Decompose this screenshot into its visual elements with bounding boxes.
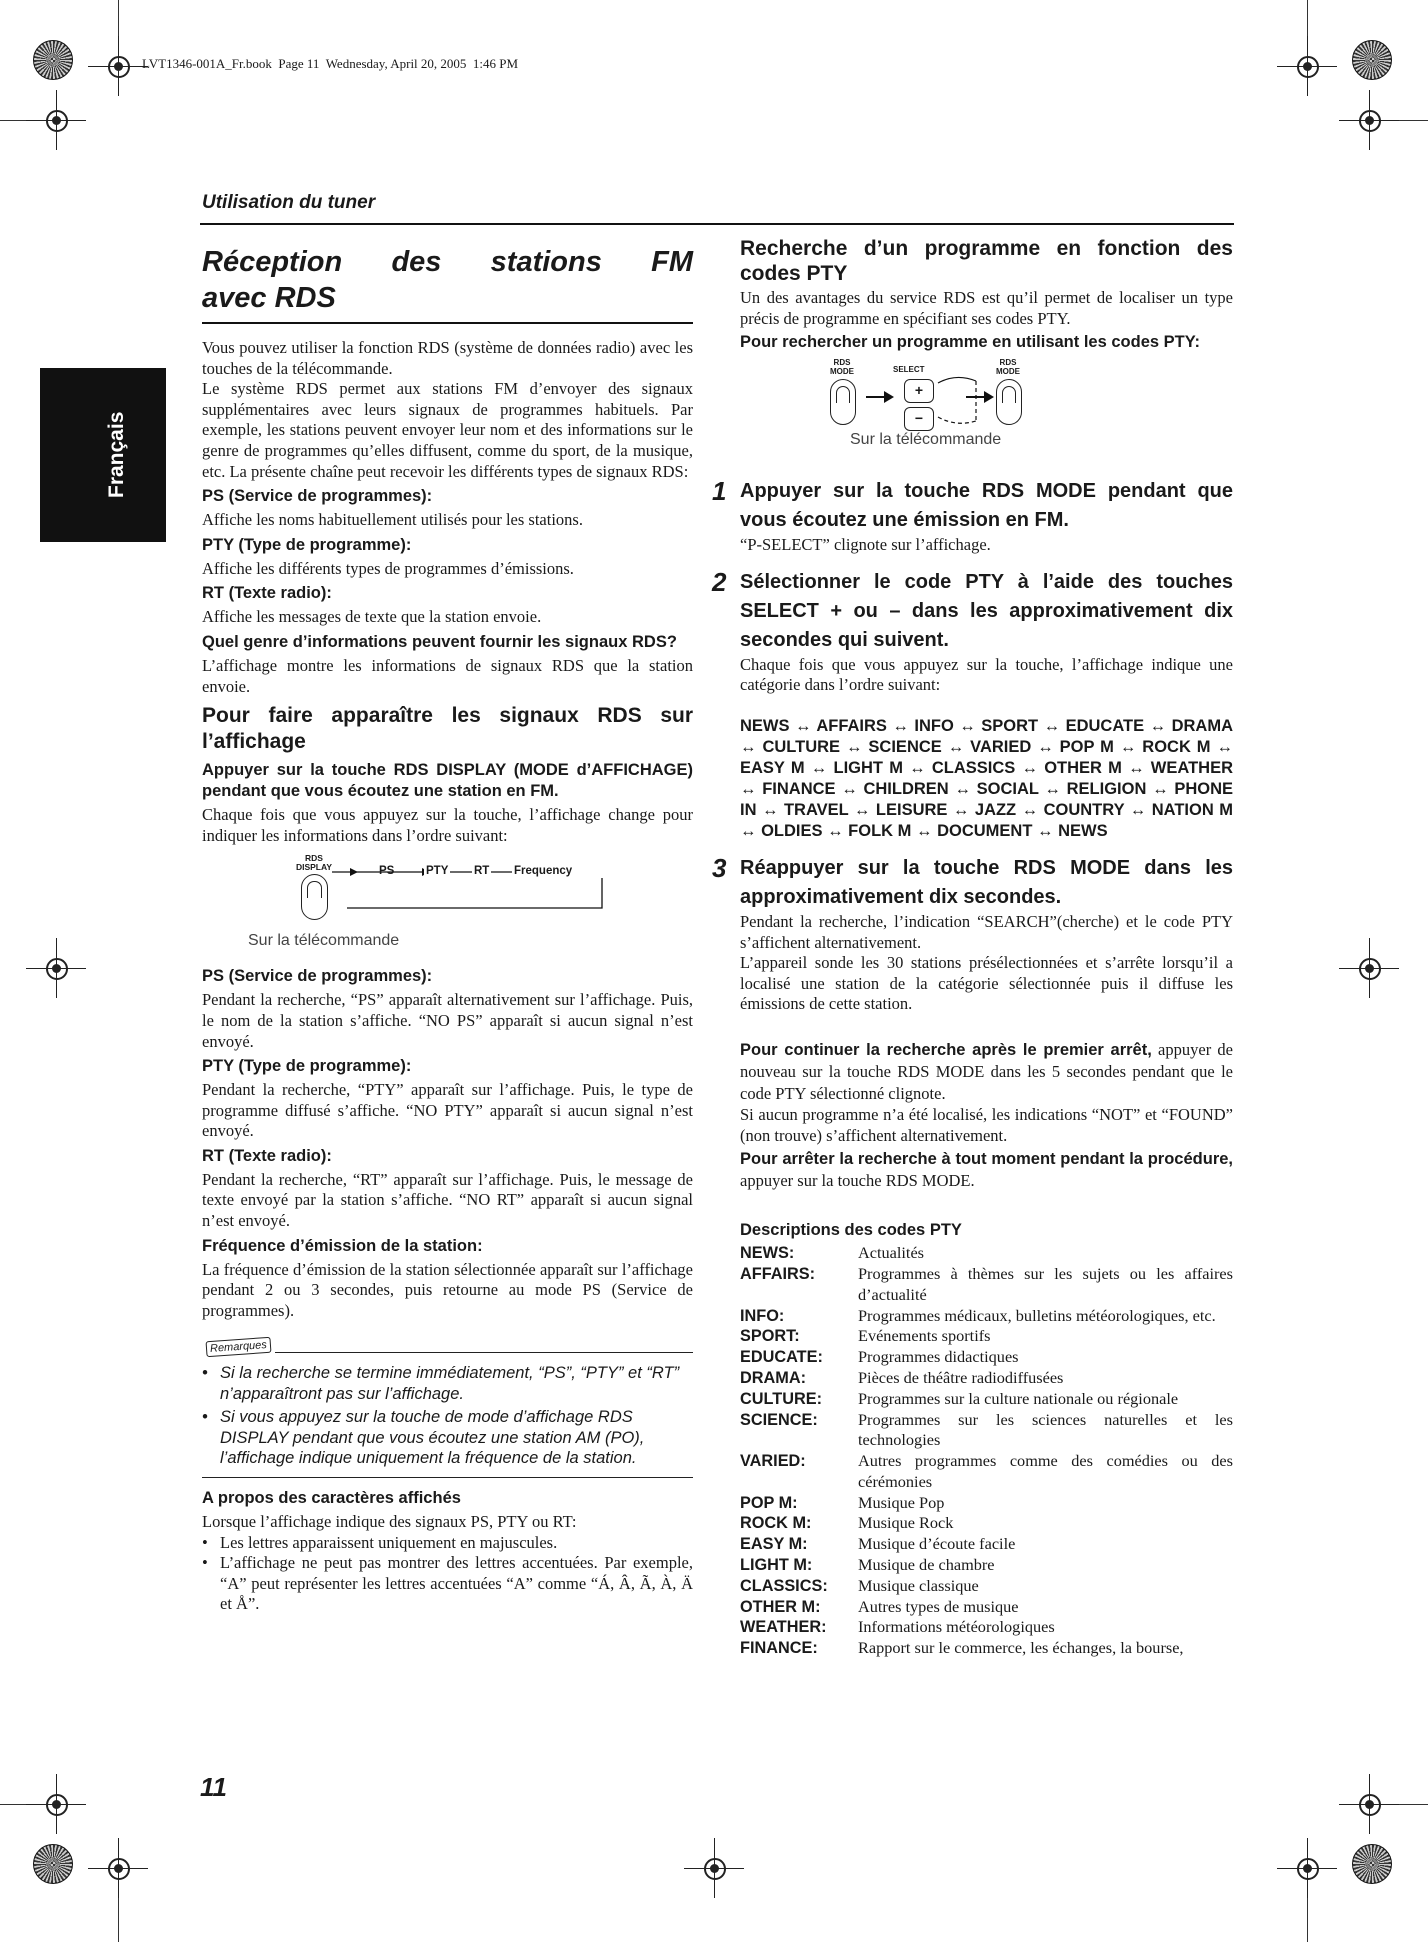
ps2-heading: PS (Service de programmes): [202, 967, 433, 986]
mode-label: MODE [996, 366, 1020, 376]
pty-code-description: Programmes didactiques [858, 1347, 1019, 1367]
pty-code-term: DRAMA: [740, 1368, 807, 1387]
registration-crosshair-mark [26, 1774, 86, 1834]
header-rule [200, 223, 1234, 225]
bullet-icon: • [202, 1532, 208, 1552]
note-item [202, 1363, 693, 1404]
crop-line [1307, 1898, 1308, 1942]
pty-code-row [740, 1389, 1233, 1410]
display-instruction: Appuyer sur la touche RDS DISPLAY (MODE d’AFFICHAGE) pendant que vous écoutez une station en FM. [202, 761, 693, 801]
continue-search-bold: Pour continuer la recherche après le premier arrêt, [740, 1040, 1152, 1059]
pty-code-row [740, 1493, 1233, 1514]
pty-code-description: Pièces de théâtre radiodiffusées [858, 1367, 1064, 1387]
question-heading: Quel genre d’informations peuvent fournir les signaux RDS? [202, 632, 677, 651]
pty-codes-list [740, 1243, 1233, 1659]
page-number: 11 [200, 1772, 227, 1802]
pty-how-heading: Pour rechercher un programme en utilisant les codes PTY: [740, 333, 1200, 352]
step-3-text-1: Pendant la recherche, l’indication “SEARCH”(cherche) et le code PTY s’affichent alternativement. [740, 911, 1233, 952]
bullet-icon: • [202, 1408, 208, 1427]
notes-label: Remarques [206, 1337, 272, 1357]
step-3-text-2: L’appareil sonde les 30 stations présélectionnées et s’arrête lorsqu’il a localisé une station de la catégorie sélectionnée puis il diffuse les émissions de cette station. [740, 953, 1233, 1014]
registration-crosshair-mark [88, 1838, 148, 1898]
notes-header [202, 1339, 693, 1355]
pty-code-row [740, 1617, 1233, 1638]
note-item [202, 1407, 693, 1469]
pty-sequence: NEWS ↔ AFFAIRS ↔ INFO ↔ SPORT ↔ EDUCATE ↔ DRAMA ↔ CULTURE ↔ SCIENCE ↔ VARIED ↔ POP M ↔ ROCK M ↔ EASY M ↔ LIGHT M ↔ CLASSICS ↔ OTHER M ↔ WEATHER ↔ FINANCE ↔ CHILDREN ↔ SOCIAL ↔ RELIGION ↔ PHONE IN ↔ TRAVEL ↔ LEISURE ↔ JAZZ ↔ COUNTRY ↔ NATION M ↔ OLDIES ↔ FOLK M ↔ DOCUMENT ↔ NEWS [740, 716, 1233, 840]
language-tab-label: Français [105, 411, 128, 498]
color-rosette-mark [33, 40, 73, 80]
pty-code-description: Programmes médicaux, bulletins météorologiques, etc. [858, 1305, 1216, 1325]
pty-code-term: VARIED: [740, 1452, 806, 1471]
notes-bottom-rule [202, 1477, 693, 1478]
pty-code-description: Evénements sportifs [858, 1326, 991, 1346]
intro-paragraph: Vous pouvez utiliser la fonction RDS (système de données radio) avec les touches de la télécommande. [202, 338, 693, 378]
step-number: 1 [712, 476, 727, 507]
pty2-heading: PTY (Type de programme): [202, 1057, 412, 1076]
file-info: LVT1346-001A_Fr.book Page 11 Wednesday, April 20, 2005 1:46 PM [142, 56, 519, 71]
registration-crosshair-mark [26, 938, 86, 998]
arrow-icon [966, 389, 996, 405]
ps-heading: PS (Service de programmes): [202, 487, 433, 506]
pty-code-term: SCIENCE: [740, 1410, 818, 1429]
seq-pty: PTY [426, 865, 449, 878]
crop-line [118, 0, 119, 36]
pty-code-term: OTHER M: [740, 1597, 821, 1616]
notes-box [202, 1339, 693, 1478]
pty-code-description: Actualités [858, 1243, 925, 1263]
step-number: 3 [712, 852, 727, 883]
frequency-text: La fréquence d’émission de la station sélectionnée apparaît sur l’affichage pendant 2 ou 3 secondes, puis retourne au mode PS (Service de programmes). [202, 1259, 693, 1320]
minus-label: − [914, 410, 924, 427]
rds-label: RDS [833, 358, 851, 368]
rds-label: RDS [305, 853, 323, 864]
pty-code-term: EDUCATE: [740, 1348, 823, 1367]
page-title [202, 244, 693, 316]
seq-ps: PS [379, 865, 395, 878]
rds-mode-label-left [822, 359, 862, 376]
chars-bullet [202, 1533, 693, 1554]
chars-bullet-1: Les lettres apparaissent uniquement en majuscules. [220, 1532, 558, 1552]
bullet-icon: • [202, 1553, 208, 1573]
pty-code-term: CULTURE: [740, 1389, 822, 1408]
pty-code-term: NEWS: [740, 1244, 795, 1263]
select-plus-button[interactable] [904, 379, 934, 403]
color-rosette-mark [1352, 1844, 1392, 1884]
rds-mode-diagram [740, 359, 1233, 455]
pty-code-term: POP M: [740, 1493, 798, 1512]
rds-mode-label-right [988, 359, 1028, 376]
mode-label: MODE [830, 366, 854, 376]
pty2-text: Pendant la recherche, “PTY” apparaît sur l’affichage. Puis, le type de programme diffusé s’affiche. “NO PTY” apparaît si aucun signal n’est envoyé. [202, 1080, 693, 1141]
arrow-icon [866, 389, 896, 405]
pty-code-row [740, 1555, 1233, 1576]
language-tab [40, 368, 166, 542]
continue-search-text [740, 1039, 1233, 1105]
registration-crosshair-mark [1277, 36, 1337, 96]
crop-line [118, 1898, 119, 1942]
note-2: Si vous appuyez sur la touche de mode d’affichage RDS DISPLAY pendant que vous écoutez une station AM (PO), l’affichage indique uniquement la fréquence de la station. [220, 1408, 645, 1468]
pty-code-description: Musique classique [858, 1575, 979, 1595]
pty-code-term: FINANCE: [740, 1639, 818, 1658]
step-1-heading: Appuyer sur la touche RDS MODE pendant que vous écoutez une émission en FM. [740, 480, 1233, 532]
pty-codes-heading: Descriptions des codes PTY [740, 1221, 962, 1240]
pty-code-row [740, 1264, 1233, 1306]
chars-text: Lorsque l’affichage indique des signaux PS, PTY ou RT: [202, 1511, 577, 1531]
registration-crosshair-mark [684, 1838, 744, 1898]
crop-line [0, 1804, 26, 1805]
display-heading: Pour faire apparaître les signaux RDS sur l’affichage [202, 704, 693, 754]
step-number: 2 [712, 566, 727, 597]
pty-code-row [740, 1306, 1233, 1327]
question-text: L’affichage montre les informations de signaux RDS que la station envoie. [202, 655, 693, 696]
stop-search-text [740, 1148, 1233, 1192]
pty-code-term: LIGHT M: [740, 1556, 813, 1575]
seq-rt: RT [474, 865, 490, 878]
color-rosette-mark [1352, 40, 1392, 80]
plus-label: + [914, 382, 924, 399]
chars-heading: A propos des caractères affichés [202, 1488, 461, 1507]
ps-text: Affiche les noms habituellement utilisés pour les stations. [202, 510, 583, 530]
color-rosette-mark [33, 1844, 73, 1884]
registration-crosshair-mark [1339, 1774, 1399, 1834]
registration-crosshair-mark [1339, 938, 1399, 998]
pty-code-term: AFFAIRS: [740, 1264, 816, 1283]
select-minus-button[interactable] [904, 407, 934, 431]
pty-code-row [740, 1534, 1233, 1555]
crop-line [1399, 120, 1428, 121]
pty-code-term: WEATHER: [740, 1618, 827, 1637]
pty-text: Affiche les différents types de programmes d’émissions. [202, 558, 574, 578]
pty-code-row [740, 1243, 1233, 1264]
page-title-line2: avec RDS [202, 282, 336, 314]
pty-code-row [740, 1410, 1233, 1452]
right-column [712, 236, 1233, 1659]
intro-paragraph-2: Le système RDS permet aux stations FM d’envoyer des signaux supplémentaires avec leurs signaux de programmes habituels. Par exemple, les stations peuvent envoyer leur nom et des informations sur le genre de programmes qu’elles diffusent, comme du sport, de la musique, etc. La présente chaîne peut recevoir les différents types de signaux RDS: [202, 379, 693, 481]
pty-search-heading: Recherche d’un programme en fonction des codes PTY [740, 237, 1233, 285]
crop-line [1399, 1804, 1428, 1805]
pty-code-description: Musique d’écoute facile [858, 1534, 1016, 1554]
pty-heading: PTY (Type de programme): [202, 535, 412, 554]
rds-display-diagram [202, 854, 693, 960]
step-2-heading: Sélectionner le code PTY à l’aide des touches SELECT + ou – dans les approximativement dix secondes qui suivent. [740, 570, 1233, 651]
pty-code-term: SPORT: [740, 1327, 800, 1346]
ps2-text: Pendant la recherche, “PS” apparaît alternativement sur l’affichage. Puis, le nom de la station s’affiche. “NO PS” apparaît si aucun signal n’est envoyé. [202, 990, 693, 1051]
rt-heading: RT (Texte radio): [202, 584, 332, 603]
frequency-heading: Fréquence d’émission de la station: [202, 1236, 483, 1255]
left-column [202, 244, 693, 1615]
pty-code-description: Musique de chambre [858, 1555, 995, 1575]
crop-line [0, 120, 26, 121]
step-3 [712, 852, 1233, 1015]
pty-code-description: Musique Pop [858, 1492, 945, 1512]
continue-search-rest: appuyer de nouveau sur la touche RDS MODE dans les 5 secondes pendant que le code PTY sélectionné clignote. [740, 1039, 1233, 1103]
pty-code-row [740, 1368, 1233, 1389]
section-header: Utilisation du tuner [202, 192, 376, 213]
pty-code-row [740, 1576, 1233, 1597]
pty-code-description: Autres programmes comme des comédies ou des cérémonies [858, 1451, 1233, 1491]
pty-code-description: Autres types de musique [858, 1596, 1019, 1616]
bullet-icon: • [202, 1364, 208, 1383]
registration-crosshair-mark [88, 36, 148, 96]
pty-code-description: Rapport sur le commerce, les échanges, la bourse, [858, 1638, 1184, 1658]
not-found-text: Si aucun programme n’a été localisé, les indications “NOT” et “FOUND” (non trouve) s’affichent alternativement. [740, 1104, 1233, 1145]
display-text: Chaque fois que vous appuyez sur la touche, l’affichage change pour indiquer les informations dans l’ordre suivant: [202, 805, 693, 845]
pty-code-description: Programmes à thèmes sur les sujets ou les affaires d’actualité [858, 1263, 1233, 1304]
pty-code-term: EASY M: [740, 1535, 808, 1554]
pty-code-row [740, 1638, 1233, 1659]
pty-code-description: Informations météorologiques [858, 1617, 1055, 1637]
pty-code-term: INFO: [740, 1306, 785, 1325]
remote-caption: Sur la télécommande [850, 431, 1002, 449]
step-2 [712, 566, 1233, 842]
registration-crosshair-mark [1277, 1838, 1337, 1898]
rt2-heading: RT (Texte radio): [202, 1146, 332, 1165]
stop-search-bold: Pour arrêter la recherche à tout moment pendant la procédure, [740, 1150, 1233, 1169]
remote-caption: Sur la télécommande [248, 932, 400, 950]
rds-mode-button[interactable] [996, 379, 1022, 425]
page-title-line1: Réception des stations FM [202, 246, 693, 278]
display-label: DISPLAY [295, 862, 333, 873]
chars-bullet [202, 1553, 693, 1615]
pty-code-term: CLASSICS: [740, 1576, 828, 1595]
seq-frequency: Frequency [514, 865, 573, 878]
rds-mode-button[interactable] [830, 379, 856, 425]
step-1 [712, 476, 1233, 556]
pty-search-intro: Un des avantages du service RDS est qu’il permet de localiser un type précis de programme en spécifiant ses codes PTY. [740, 288, 1233, 328]
pty-code-row [740, 1513, 1233, 1534]
step-2-text: Chaque fois que vous appuyez sur la touche, l’affichage indique une catégorie dans l’ordre suivant: [740, 654, 1233, 695]
pty-code-description: Programmes sur la culture nationale ou régionale [858, 1388, 1179, 1408]
note-1: Si la recherche se termine immédiatement, “PS”, “PTY” et “RT” n’apparaîtront pas sur l’affichage. [220, 1364, 680, 1403]
pty-code-row [740, 1326, 1233, 1347]
pty-code-row [740, 1347, 1233, 1368]
pty-code-term: ROCK M: [740, 1514, 812, 1533]
pty-code-description: Programmes sur les sciences naturelles et les technologies [858, 1409, 1233, 1450]
pty-code-row [740, 1451, 1233, 1493]
pty-code-row [740, 1597, 1233, 1618]
chars-bullet-2: L’affichage ne peut pas montrer des lettres accentuées. Par exemple, “A” peut représenter les lettres accentuées “A” comme “Á, Â, Ã, À, Ä et Å”. [220, 1553, 693, 1614]
registration-crosshair-mark [26, 90, 86, 150]
select-label: SELECT [893, 365, 925, 375]
pty-code-description: Musique Rock [858, 1513, 954, 1533]
rds-label: RDS [999, 358, 1017, 368]
title-rule [202, 322, 693, 324]
registration-crosshair-mark [1339, 90, 1399, 150]
step-3-heading: Réappuyer sur la touche RDS MODE dans les approximativement dix secondes. [740, 856, 1233, 908]
select-button-group [898, 377, 938, 437]
step-1-text: “P-SELECT” clignote sur l’affichage. [740, 535, 991, 555]
rt2-text: Pendant la recherche, “RT” apparaît sur l’affichage. Puis, le message de texte envoyé par la station s’affiche. “NO RT” apparaît si aucun signal n’est envoyé. [202, 1169, 693, 1231]
rt-text: Affiche les messages de texte que la station envoie. [202, 607, 542, 627]
crop-line [1307, 0, 1308, 36]
stop-search-rest: appuyer sur la touche RDS MODE. [740, 1171, 975, 1191]
